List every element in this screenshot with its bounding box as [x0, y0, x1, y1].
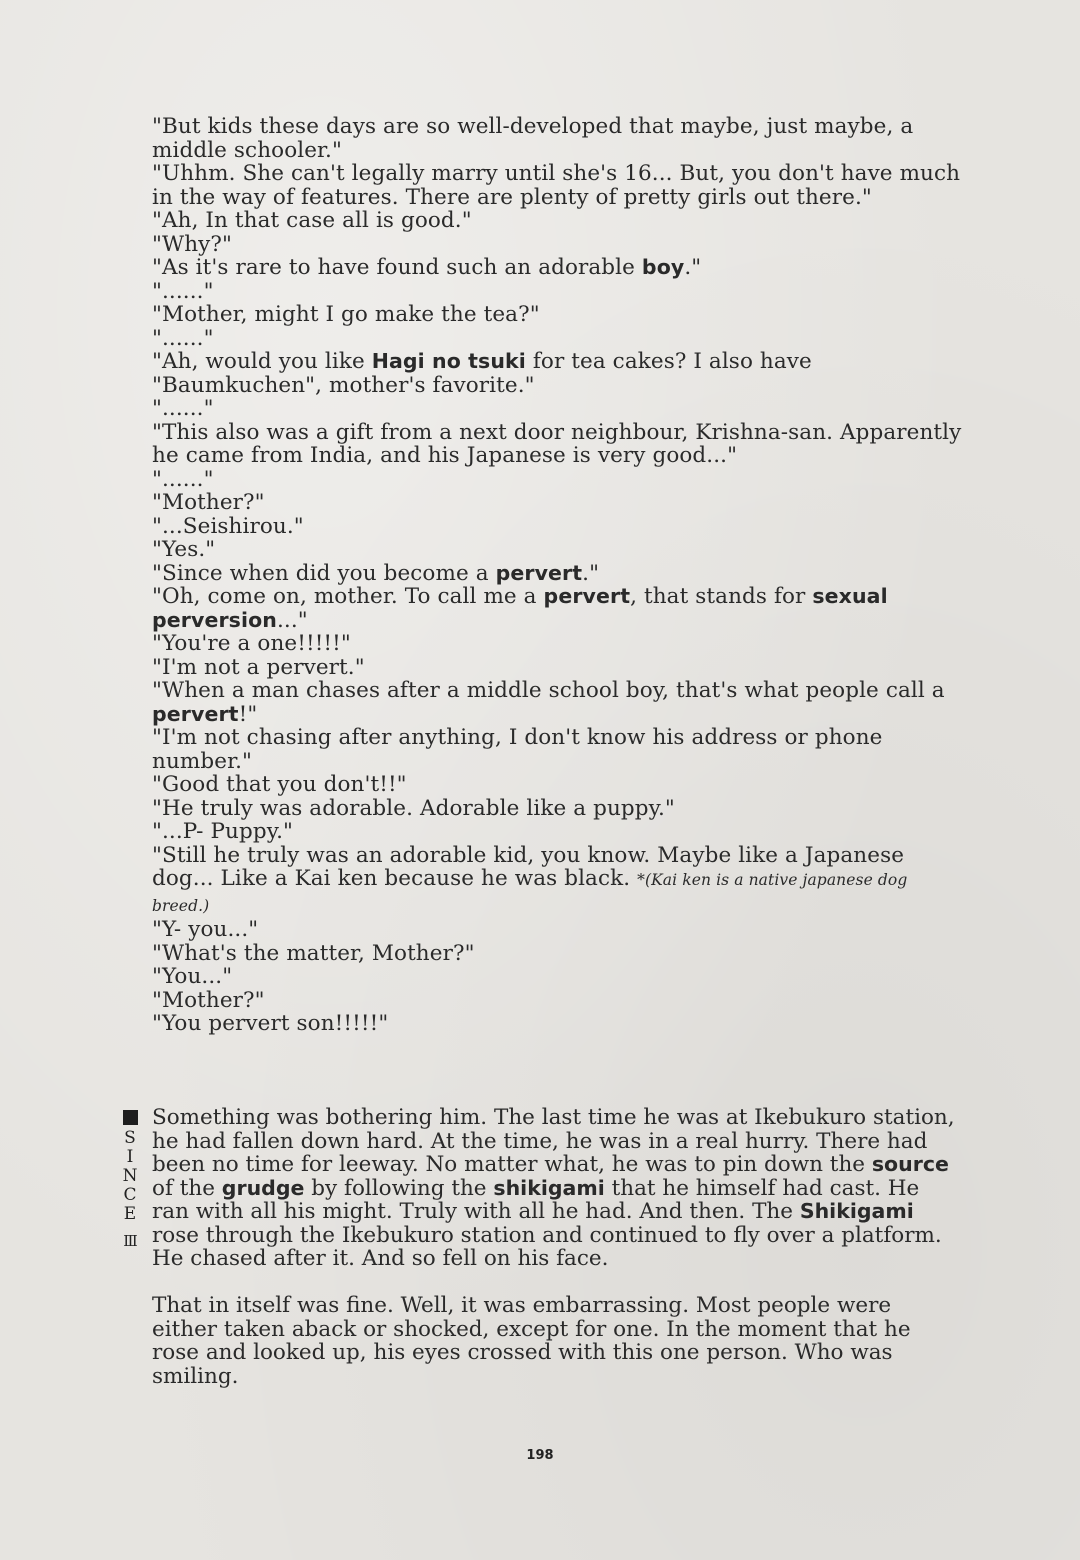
- text-run: "......": [152, 396, 214, 421]
- dialogue-line: [152, 844, 962, 919]
- text-run: .": [684, 255, 702, 280]
- dialogue-line: [152, 538, 962, 562]
- footnote-text: *(Kai ken is a native japanese dog breed.): [152, 871, 908, 915]
- dialogue-line: [152, 585, 962, 632]
- page-number: 198: [526, 1448, 554, 1463]
- text-run: "Mother, might I go make the tea?": [152, 302, 540, 327]
- text-run: "When a man chases after a middle school boy, that's what people call a: [152, 678, 945, 703]
- dialogue-line: [152, 233, 962, 257]
- dialogue-line: [152, 421, 962, 468]
- dialogue-line: [152, 797, 962, 821]
- dialogue-line: [152, 209, 962, 233]
- dialogue-line: [152, 397, 962, 421]
- text-run: "You...": [152, 964, 233, 989]
- dialogue-line: [152, 1012, 962, 1036]
- text-run: "But kids these days are so well-developed that maybe, just maybe, a middle schooler.": [152, 114, 914, 163]
- dialogue-line: [152, 303, 962, 327]
- text-run: "Mother?": [152, 987, 265, 1013]
- text-run: "I'm not a pervert.": [152, 654, 365, 680]
- dialogue-line: [152, 965, 962, 989]
- dialogue-line: [152, 162, 962, 209]
- text-run: That in itself was fine. Well, it was embarrassing. Most people were either taken aback or shocked, except for one. In the moment that he rose and looked up, his eyes crossed with this one person. Who was smiling.: [152, 1293, 911, 1389]
- text-run: "......": [152, 325, 214, 351]
- text-run: "Mother?": [152, 490, 265, 515]
- dialogue-line: [152, 918, 962, 942]
- dialogue-line: [152, 327, 962, 351]
- text-run: "I'm not chasing after anything, I don't know his address or phone number.": [152, 725, 883, 774]
- emphasis-term: grudge: [221, 1175, 305, 1200]
- dialogue-line: [152, 820, 962, 844]
- text-run: that he himself had cast. He ran with all his might. Truly with all he had. And then. The: [152, 1175, 920, 1224]
- text-run: "You pervert son!!!!!": [152, 1011, 389, 1036]
- section-marker-letter: S: [124, 1128, 136, 1148]
- text-run: "Oh, come on, mother. To call me a: [152, 584, 544, 609]
- emphasis-term: shikigami: [493, 1175, 605, 1200]
- text-run: "You're a one!!!!!": [152, 631, 351, 656]
- emphasis-term: Shikigami: [799, 1199, 914, 1223]
- dialogue-line: [152, 656, 962, 680]
- text-run: "As it's rare to have found such an adorable: [152, 255, 642, 280]
- text-run: by following the: [304, 1175, 494, 1201]
- section-square-bullet: [123, 1110, 138, 1125]
- emphasis-term: sexual perversion: [152, 584, 888, 632]
- dialogue-line: [152, 632, 962, 656]
- emphasis-term: pervert: [495, 560, 583, 585]
- dialogue-line: [152, 256, 962, 280]
- text-run: "What's the matter, Mother?": [152, 940, 475, 966]
- text-run: rose through the Ikebukuro station and continued to fly over a platform. He chased after it. And so fell on his face.: [152, 1222, 942, 1271]
- paragraph: [152, 1106, 962, 1271]
- section-marker: [121, 1110, 139, 1251]
- text-run: "...P- Puppy.": [152, 819, 294, 844]
- text-run: .": [582, 560, 600, 586]
- emphasis-term: Hagi no tsuki: [371, 349, 526, 373]
- text-run: ...": [276, 607, 308, 633]
- section-marker-letter: I: [126, 1147, 134, 1167]
- dialogue-line: [152, 773, 962, 797]
- emphasis-term: pervert: [543, 584, 631, 608]
- text-run: "Still he truly was an adorable kid, you know. Maybe like a Japanese dog... Like a Kai ken because he was black.: [152, 842, 905, 891]
- dialogue-line: [152, 562, 962, 586]
- dialogue-line: [152, 350, 962, 397]
- text-run: "...Seishirou.": [152, 513, 304, 539]
- section-marker-letter: C: [123, 1185, 137, 1205]
- dialogue-line: [152, 515, 962, 539]
- text-run: "Ah, In that case all is good.": [152, 208, 472, 233]
- dialogue-line: [152, 468, 962, 492]
- dialogue-line: [152, 989, 962, 1013]
- section-marker-letter: E: [123, 1204, 137, 1224]
- text-run: "Since when did you become a: [152, 560, 496, 586]
- emphasis-term: boy: [641, 255, 685, 279]
- dialogue-line: [152, 726, 962, 773]
- text-run: "This also was a gift from a next door neighbour, Krishna-san. Apparently he came from India, and his Japanese is very good...": [152, 419, 962, 468]
- text-run: of the: [152, 1175, 222, 1201]
- dialogue-line: [152, 679, 962, 726]
- section-marker-letter: N: [122, 1166, 138, 1186]
- dialogue-block: [152, 115, 962, 1036]
- text-run: Something was bothering him. The last time he was at Ikebukuro station, he had fallen down hard. At the time, he was in a real hurry. There had been no time for leeway. No matter what, he was to pin down the: [152, 1105, 955, 1177]
- dialogue-line: [152, 115, 962, 162]
- text-run: !": [238, 701, 258, 727]
- emphasis-term: pervert: [152, 701, 239, 726]
- text-run: "Good that you don't!!": [152, 772, 407, 797]
- text-run: "Uhhm. She can't legally marry until she's 16... But, you don't have much in the way of features. There are plenty of pretty girls out there.": [152, 161, 961, 210]
- dialogue-line: [152, 280, 962, 304]
- text-run: "Y- you...": [152, 917, 259, 942]
- text-run: "......": [152, 278, 214, 304]
- text-run: "Yes.": [152, 537, 216, 562]
- text-run: , that stands for: [630, 584, 813, 609]
- paragraph: [152, 1294, 962, 1388]
- text-run: "Why?": [152, 231, 232, 257]
- section-text: [152, 1106, 962, 1412]
- text-run: for tea cakes? I also have "Baumkuchen", mother's favorite.": [152, 349, 812, 398]
- text-run: "Ah, would you like: [152, 349, 372, 374]
- dialogue-line: [152, 491, 962, 515]
- dialogue-line: [152, 942, 962, 966]
- text-run: "He truly was adorable. Adorable like a puppy.": [152, 795, 675, 821]
- section-marker-numeral: Ⅲ: [123, 1232, 137, 1250]
- text-run: "......": [152, 466, 214, 492]
- section-marker-letters: [121, 1129, 139, 1224]
- emphasis-term: source: [871, 1152, 949, 1176]
